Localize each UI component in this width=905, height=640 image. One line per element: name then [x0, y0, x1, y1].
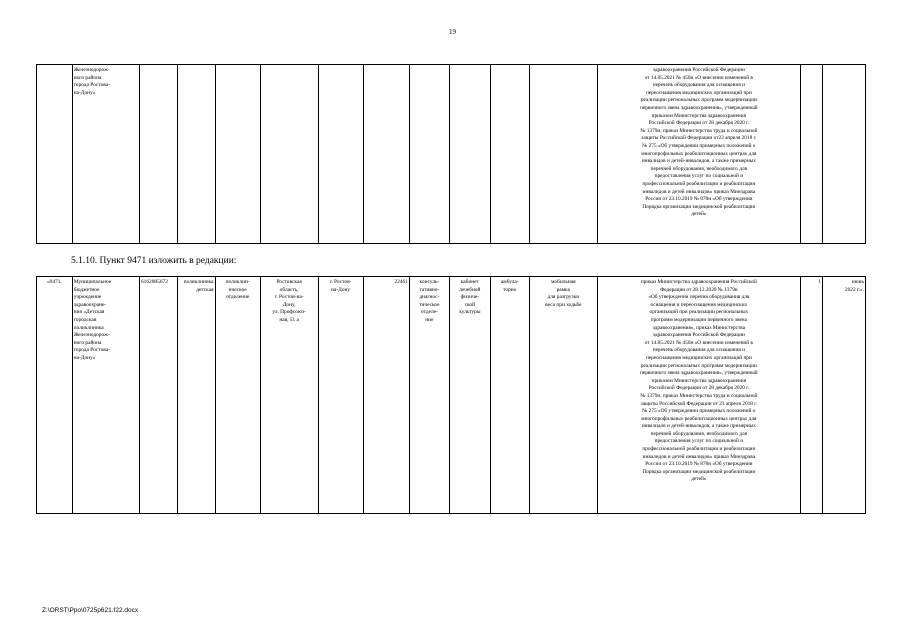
table-cell: [363, 65, 409, 244]
department-cell: консуль- тативно- диагнос- тическое отделе- ние: [409, 277, 449, 514]
city-cell: г. Ростов- на-Дону: [318, 277, 363, 514]
subdivision-cell: поликлин- ическое отделение: [215, 277, 260, 514]
care-mode-cell: амбула- торно: [490, 277, 529, 514]
organization-cell: Муниципальное бюджетное учреждение здравоохране- ния «Детская городская поликлиника Железнодорож- ного района города Ростова- на-Дону»: [72, 277, 139, 514]
table-cell: [409, 65, 449, 244]
table-cell: [800, 65, 822, 244]
continued-table: [36, 64, 866, 244]
table-cell: [490, 65, 529, 244]
cabinet-cell: кабинет лечебной физиче- ской культуры: [449, 277, 490, 514]
table-cell: [215, 65, 260, 244]
page-number: 19: [449, 28, 456, 36]
date-cell: июнь 2022 г.».: [822, 277, 865, 514]
table-row: [37, 65, 866, 244]
equipment-cell: мобильная рамка для разгрузки веса при ходьбе: [529, 277, 597, 514]
table-cell: [260, 65, 318, 244]
table-cell: здравоохранения Российской Федерации от 14.05.2021 № 450н «О внесении изменений в перечень оборудования для оснащения и переоснащения медицинских организаций при реализации региональных программ модернизации первичного звена здравоохранения», утвержденный приказом Министерства здравоохранения Российской Федерации от 28 декабря 2020 г. № 1379н, приказ Министерства труда и социальной защиты Российской Федерации от23 апреля 2018 г. № 275 «Об утверждении примерных положений о многопрофильных реабилитационных центрах для инвалидов и детей-инвалидов, а также примерных перечней оборудования, необходимого для предоставления услуг по социальной и профессиональной реабилитации и реабилитации инвалидов и детей инвалидов» приказ Минздрава России от 23.10.2019 № 878н «Об утверждении Порядка организации медицинской реабилитации детей»: [597, 65, 800, 244]
table-row: [37, 277, 866, 514]
item-9471-table: [36, 276, 866, 514]
footer-file-path: Z:\ORST\Ppo\0725p621.f22.docx: [42, 607, 139, 614]
table-cell: Железнодорож- ного района города Ростова- на-Дону»: [72, 65, 139, 244]
quantity-cell: 1: [800, 277, 822, 514]
item-number-cell: «9471.: [37, 277, 73, 514]
facility-type-cell: поликлиника детская: [177, 277, 215, 514]
section-heading: 5.1.10. Пункт 9471 изложить в редакции:: [71, 256, 237, 266]
table-cell: [529, 65, 597, 244]
table-cell: [139, 65, 177, 244]
code-cell: 22461: [363, 277, 409, 514]
legal-basis-cell: приказ Министерства здравоохранения Российской Федерации от 28.12.2020 № 1379н «Об утверждении перечня оборудования для оснащения и переоснащения медицинских организаций при реализации региональных программ модернизации первичного звена здравоохранения», приказ Министерства здравоохранения Российской Федерации от 14.05.2021 № 450н «О внесении изменений в перечень оборудования для оснащения и переоснащения медицинских организаций при реализации региональных программ модернизации первичного звена здравоохранения», утвержденный приказом Министерства здравоохранения Российской Федерации от 28 декабря 2020 г. № 1379н, приказ Министерства труда и социальной защиты Российской Федерации от 23 апреля 2018 г. № 275 «Об утверждении примерных положений о многопрофильных реабилитационных центрах для инвалидов и детей-инвалидов, а также примерных перечней оборудования, необходимого для предоставления услуг по социальной и профессиональной реабилитации и реабилитации инвалидов и детей инвалидов» приказ Минздрава России от 23.10.2019 № 878н «Об утверждении Порядка организации медицинской реабилитации детей»: [597, 277, 800, 514]
table-cell: [449, 65, 490, 244]
inn-cell: 6162085672: [139, 277, 177, 514]
table-cell: [37, 65, 73, 244]
table-cell: [177, 65, 215, 244]
table-cell: [822, 65, 865, 244]
address-cell: Ростовская область, г. Ростов-на- Дону, ул. Профсоюз- ная, 51 а: [260, 277, 318, 514]
table-cell: [318, 65, 363, 244]
